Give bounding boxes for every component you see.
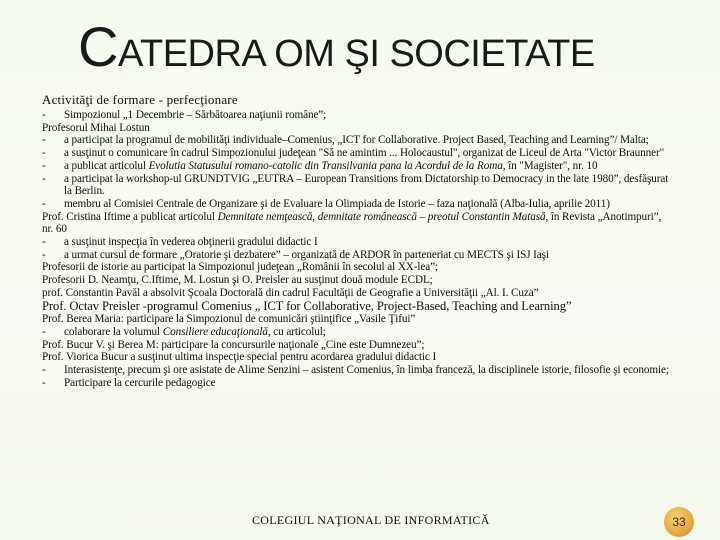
line-text-italic: Consiliere educaţională [162, 325, 268, 338]
line-text: Prof. Bucur V. şi Berea M: participare la concursurile naţionale „Cine este Dumnezeu”; [42, 338, 425, 351]
content-line [42, 198, 672, 211]
line-text [42, 211, 672, 236]
dash-marker: - [42, 147, 46, 160]
content-line [42, 287, 672, 300]
content-line [42, 326, 672, 339]
line-text: Prof. Octav Preisler -programul Comenius „ ICT for Collaborative, Project-Based, Teaching and Learning” [42, 298, 572, 313]
line-text: a participat la workshop-ul GRUNDTVIG „EUTRA – European Transitions from Dictatorship to Democracy in the late 1980”, desfăşurat la Berlin. [64, 172, 669, 198]
line-text-pre: colaborare la volumul [64, 325, 163, 338]
line-text-post: , în "Magister", nr. 10 [502, 159, 598, 172]
slide-title-rest: ATEDRA OM ŞI SOCIETATE [117, 33, 595, 75]
content-line [42, 364, 672, 377]
content-line [42, 351, 672, 364]
content-line [42, 249, 672, 262]
slide-title [78, 14, 595, 79]
content-line [42, 147, 672, 160]
line-text: Participare la cercurile pedagogice [64, 376, 216, 389]
dash-marker: - [42, 236, 46, 249]
dash-marker: - [42, 197, 46, 210]
content-line [42, 261, 672, 274]
content-line [42, 339, 672, 352]
dash-marker: - [42, 325, 46, 338]
line-text: a urmat cursul de formare „Oratorie şi dezbatere” – organizată de ARDOR în parteneriat cu MECTS şi ISJ Iaşi [64, 248, 549, 261]
line-text-post: , în Revista „Anotimpuri”, nr. 60 [42, 210, 662, 236]
line-text-italic: Evolutia Statusului romano-catolic din Transilvania pana la Acordul de la Roma [148, 159, 503, 172]
line-text: prof. Constantin Pavăl a absolvit Şcoala Doctorală din cadrul Facultăţii de Geografie a Universităţii „Al. I. Cuza” [42, 286, 539, 299]
line-text: Profesorii de istorie au participat la Simpozionul judeţean „Românii în secolul al XX-lea”; [42, 261, 439, 274]
line-text-pre: a publicat articolul [64, 159, 149, 172]
line-text: a susţinut o comunicare în cadrul Simpozionului judeţean "Să ne amintim ... Holocaustul", organizat de Liceul de Arta "Victor Braunner" [64, 147, 665, 160]
line-text: Prof. Berea Maria: participare la Simpozionul de comunicări ştiinţifice „Vasile Ţifui” [42, 313, 416, 326]
content-line [42, 313, 672, 326]
line-text-italic: Demnitate nemţească, demnitate românească – preotul Constantin Matasă [217, 210, 546, 223]
content-line [42, 173, 672, 198]
dash-marker: - [42, 376, 46, 389]
line-text: Interasistenţe, precum şi ore asistate de Alime Senzini – asistent Comenius, în limba franceză, la disciplinele istorie, filosofie şi economie; [64, 363, 669, 376]
line-text: Profesorii D. Neamţu, C.Iftime, M. Lostun şi O. Preisler au susţinut două module ECDL; [42, 274, 433, 287]
content-line [42, 377, 672, 390]
content-line [42, 160, 672, 173]
line-text-post: , cu articolul; [267, 325, 326, 338]
dash-marker: - [42, 248, 46, 261]
line-text [64, 326, 672, 339]
content-line [42, 300, 672, 314]
dash-marker: - [42, 172, 46, 185]
slide-title-first-letter: C [78, 15, 118, 78]
line-text: a susţinut inspecţia în vederea obţinerii gradului didactic I [64, 236, 318, 249]
slide-content [42, 109, 672, 389]
line-text [64, 160, 672, 173]
content-line [42, 236, 672, 249]
page-number-badge: 33 [664, 507, 694, 537]
dash-marker: - [42, 134, 46, 147]
dash-marker: - [42, 159, 46, 172]
dash-marker: - [42, 363, 46, 376]
slide-footer: COLEGIUL NAŢIONAL DE INFORMATICĂ [252, 513, 490, 527]
dash-marker: - [42, 109, 46, 121]
line-text: a participat la programul de mobilităţi individuale–Comenius, „ICT for Collaborative. Project Based, Teaching and Learning”/ Malta; [64, 134, 649, 147]
content-line [42, 122, 672, 135]
line-text-pre: Prof. Cristina Iftime a publicat articolul [42, 210, 218, 223]
slide-subtitle: Activităţi de formare - perfecţionare [42, 92, 238, 107]
line-text: Prof. Viorica Bucur a susţinut ultima inspecţie special pentru acordarea gradului didactic I [42, 351, 437, 364]
line-text: Profesorul Mihai Lostun [42, 121, 150, 134]
line-text: membru al Comisiei Centrale de Organizare şi de Evaluare la Olimpiada de Istorie – faza naţională (Alba-Iulia, aprilie 2011) [64, 197, 610, 210]
content-line [42, 211, 672, 236]
line-text: Simpozionul „1 Decembrie – Sărbătoarea naţiunii române”; [64, 109, 327, 121]
content-line [42, 109, 672, 122]
content-line [42, 274, 672, 287]
content-line [42, 134, 672, 147]
